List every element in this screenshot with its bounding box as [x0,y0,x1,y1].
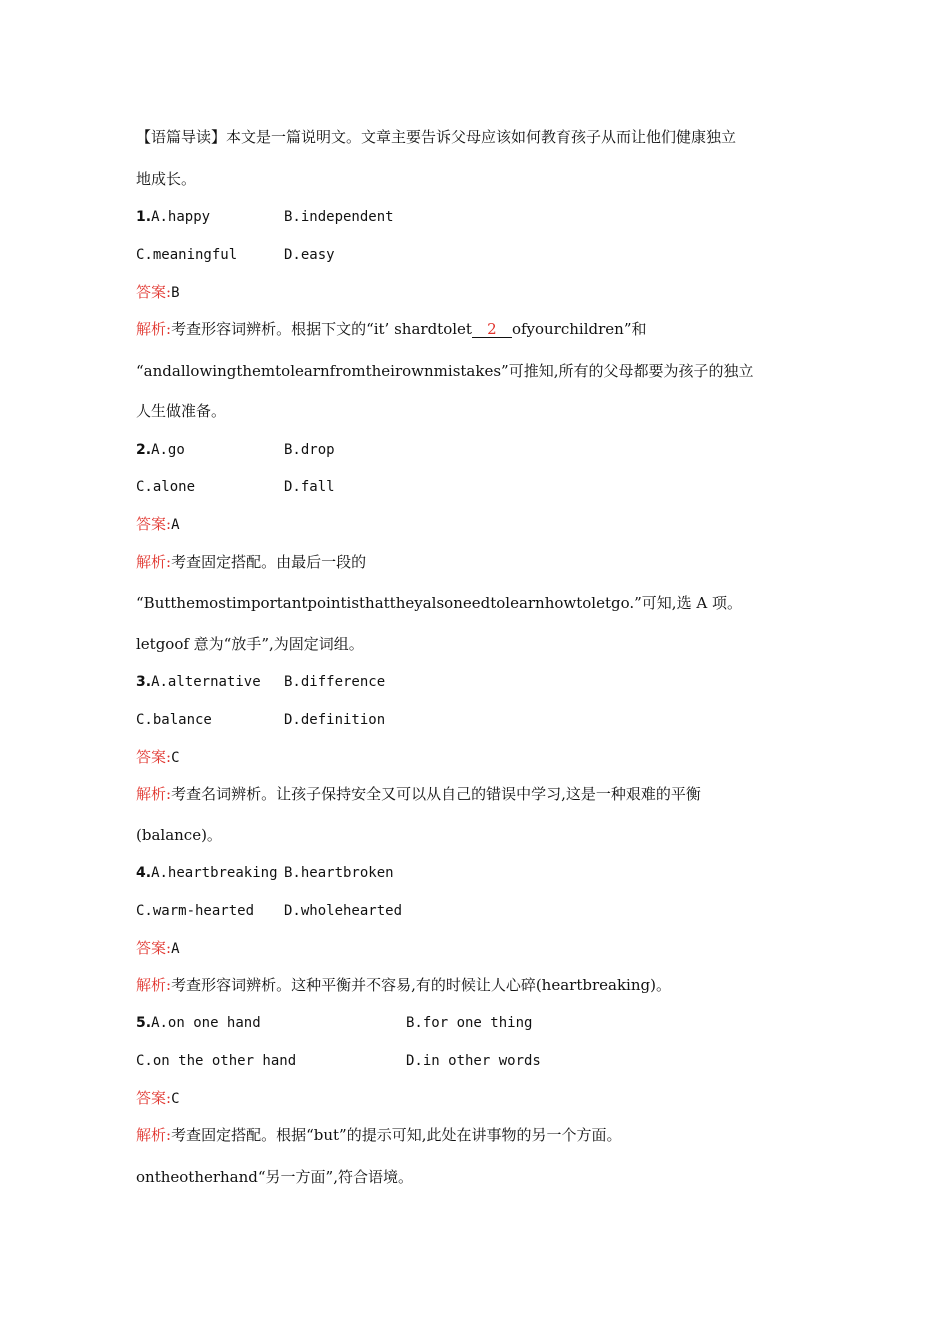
question-1-row-2 [136,245,335,265]
question-2-answer [136,514,180,535]
question-1-option-d: D.easy [284,247,335,263]
question-4-option-d: D.wholehearted [284,903,403,919]
question-3-analysis-line-2: (balance)。 [136,826,222,844]
question-5-option-b: B.for one thing [406,1015,533,1031]
answer-label: 答案: [136,515,172,533]
question-3-option-a: A.alternative [151,674,261,690]
question-1-option-c: C.meaningful [136,247,238,263]
question-4-answer-value: A [171,941,180,957]
answer-label: 答案: [136,939,172,957]
question-5-analysis-line-2: ontheotherhand“另一方面”,符合语境。 [136,1168,413,1186]
question-2-analysis-text-1: 考查固定搭配。由最后一段的 [171,553,367,571]
question-4-option-b: B.heartbroken [284,865,394,881]
question-3-option-d: D.definition [284,712,386,728]
question-1-analysis-tail: ofyourchildren”和 [511,320,647,338]
question-3-analysis-text-1: 考查名词辨析。让孩子保持安全又可以从自己的错误中学习,这是一种艰难的平衡 [171,785,701,803]
question-4-row-1 [136,863,394,883]
question-1-analysis-line-2: “andallowingthemtolearnfromtheirownmistakes”可推知,所有的父母都要为孩子的独立 [136,362,754,380]
question-2-analysis-line-3: letgoof 意为“放手”,为固定词组。 [136,635,364,653]
question-3-option-b: B.difference [284,674,386,690]
question-3-answer [136,747,180,768]
question-5-option-d: D.in other words [406,1053,541,1069]
question-5-row-1 [136,1013,533,1033]
question-2-row-2 [136,477,335,497]
analysis-label: 解析: [136,1126,172,1144]
question-4-answer [136,938,180,959]
question-3-analysis-line-1 [136,784,701,804]
answer-label: 答案: [136,748,172,766]
analysis-label: 解析: [136,320,172,338]
question-3-option-c: C.balance [136,712,212,728]
question-1-number: 1. [136,209,152,225]
answer-label: 答案: [136,1089,172,1107]
question-4-analysis-text-1: 考查形容词辨析。这种平衡并不容易,有的时候让人心碎(heartbreaking)。 [171,976,671,994]
question-5-row-2 [136,1051,541,1071]
question-4-analysis-line-1 [136,975,671,995]
question-2-analysis-line-1 [136,552,366,572]
question-4-option-c: C.warm-hearted [136,903,255,919]
question-4-number: 4. [136,865,152,881]
question-2-option-c: C.alone [136,479,196,495]
intro-line-1: 【语篇导读】本文是一篇说明文。文章主要告诉父母应该如何教育孩子从而让他们健康独立 [136,128,737,146]
question-1-answer [136,282,180,303]
question-3-row-2 [136,710,386,730]
question-4-option-a: A.heartbreaking [151,865,278,881]
analysis-label: 解析: [136,785,172,803]
analysis-label: 解析: [136,553,172,571]
question-2-row-1 [136,440,335,460]
question-4-row-2 [136,901,403,921]
question-5-analysis-text-1: 考查固定搭配。根据“but”的提示可知,此处在讲事物的另一个方面。 [171,1126,622,1144]
question-5-answer [136,1088,180,1109]
question-3-answer-value: C [171,750,180,766]
question-1-answer-value: B [171,285,180,301]
intro-line-2: 地成长。 [136,170,197,188]
question-3-row-1 [136,672,386,692]
question-2-answer-value: A [171,517,180,533]
answer-label: 答案: [136,283,172,301]
question-5-option-c: C.on the other hand [136,1053,297,1069]
question-2-number: 2. [136,442,152,458]
question-5-analysis-line-1 [136,1125,621,1145]
question-3-number: 3. [136,674,152,690]
question-2-option-a: A.go [151,442,185,458]
question-1-option-b: B.independent [284,209,394,225]
question-5-option-a: A.on one hand [151,1015,261,1031]
question-5-number: 5. [136,1015,152,1031]
question-1-option-a: A.happy [151,209,211,225]
question-2-analysis-line-2: “Butthemostimportantpointisthattheyalsoneedtolearnhowtoletgo.”可知,选 A 项。 [136,594,742,612]
question-1-blank: 2 [472,321,512,338]
question-2-option-b: B.drop [284,442,335,458]
analysis-label: 解析: [136,976,172,994]
question-2-option-d: D.fall [284,479,335,495]
question-1-analysis-line-1 [136,319,647,339]
question-5-answer-value: C [171,1091,180,1107]
question-1-analysis-text-1: 考查形容词辨析。根据下文的“it’ shardtolet [171,320,472,338]
question-1-analysis-line-3: 人生做准备。 [136,402,227,420]
question-1-row-1 [136,207,394,227]
